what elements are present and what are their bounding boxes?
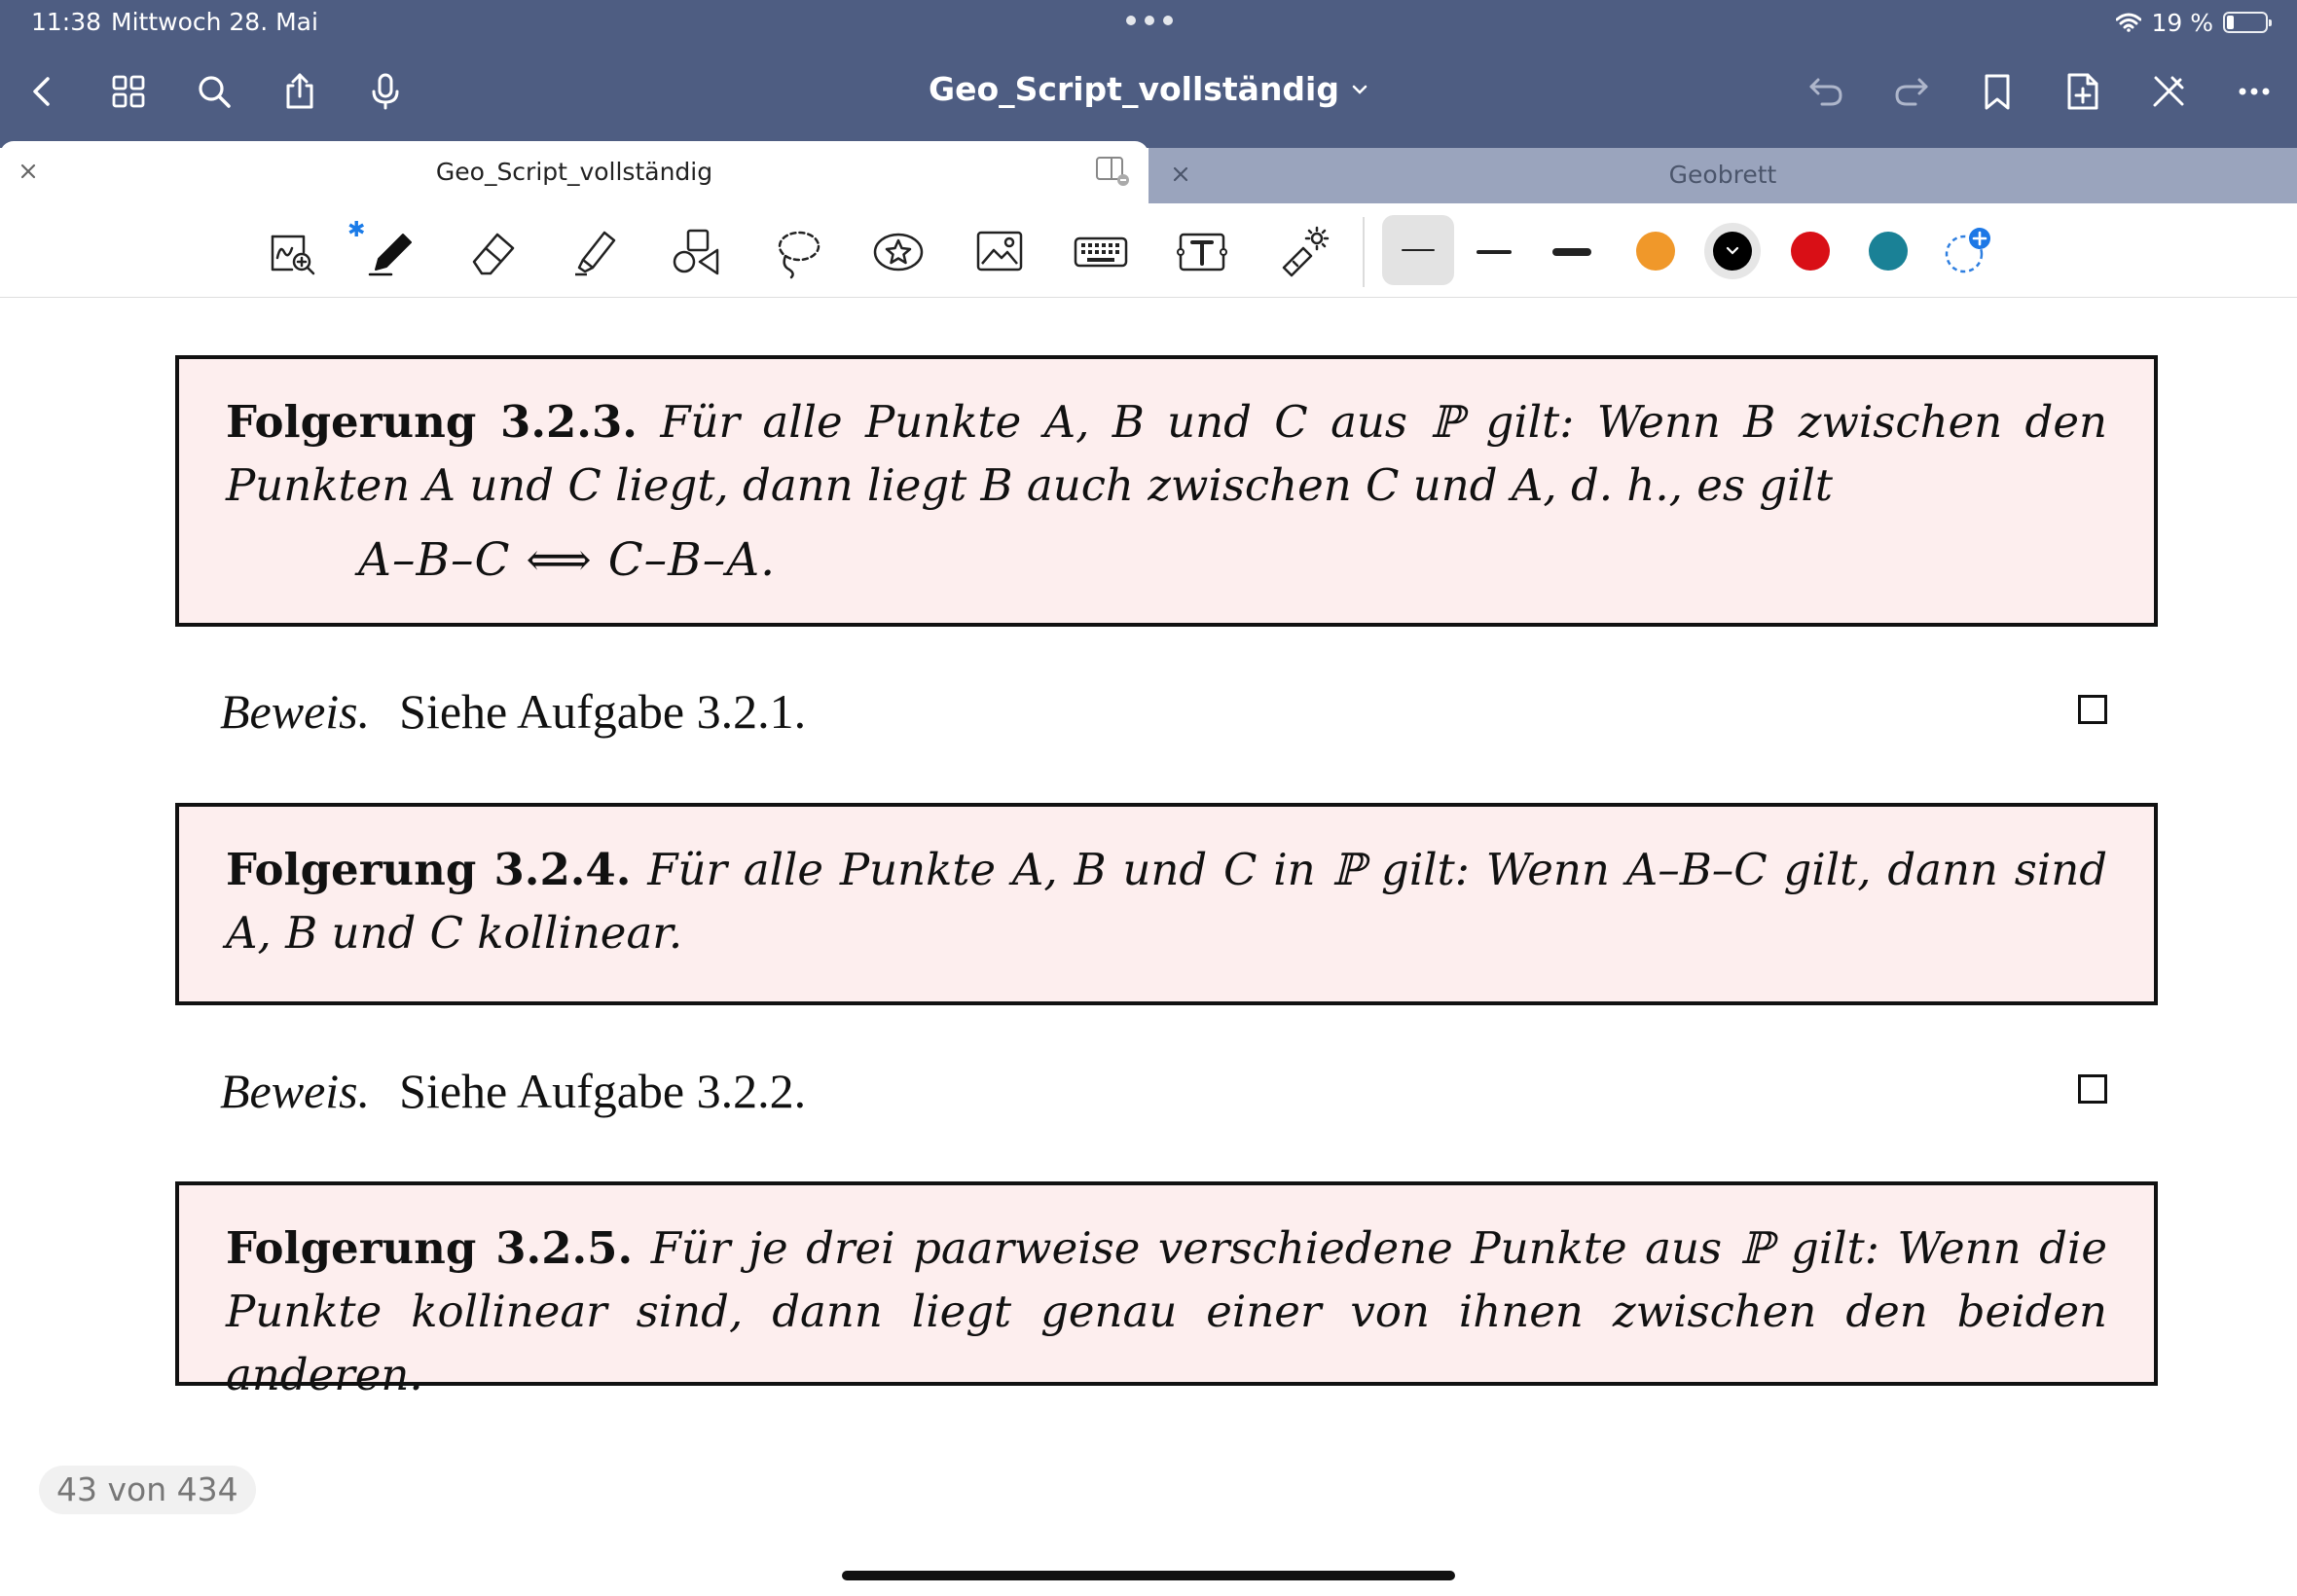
split-view-icon[interactable]	[1094, 155, 1131, 188]
tab-bar	[0, 141, 2297, 203]
theorem-text: Für alle Punkte A, B und C aus ℙ gilt: Wenn B zwischen den Punkten A und C liegt, dann liegt B auch zwischen C und A, d. h., es gilt	[226, 396, 2107, 511]
shapes-icon[interactable]	[662, 221, 730, 283]
theorem-box	[175, 355, 2158, 627]
theorem-heading: Folgerung 3.2.5.	[226, 1222, 634, 1274]
image-icon[interactable]	[966, 221, 1034, 283]
top-navigation-bar	[0, 0, 2297, 148]
pen-disable-icon[interactable]	[2143, 66, 2194, 117]
clipped-previous-line	[224, 298, 236, 318]
grid-view-icon[interactable]	[103, 66, 154, 117]
laser-pointer-icon[interactable]	[1269, 221, 1337, 283]
theorem-box	[175, 803, 2158, 1005]
text-box-icon[interactable]	[1168, 221, 1236, 283]
tab-label: Geo_Script_vollständig	[435, 158, 713, 186]
more-options-icon[interactable]	[2229, 66, 2279, 117]
chevron-down-icon	[1351, 84, 1368, 95]
theorem-text: Für alle Punkte A, B und C in ℙ gilt: Wenn A–B–C gilt, dann sind A, B und C kollinear.	[226, 844, 2108, 959]
battery-icon	[2223, 12, 2268, 33]
stroke-medium-option[interactable]	[1460, 221, 1528, 283]
battery-percentage: 19 %	[2151, 8, 2213, 37]
back-icon[interactable]	[18, 66, 68, 117]
share-icon[interactable]	[274, 66, 325, 117]
proof-line	[220, 683, 806, 740]
search-icon[interactable]	[189, 66, 239, 117]
color-teal-swatch[interactable]	[1869, 232, 1908, 271]
color-black-swatch[interactable]	[1713, 232, 1752, 271]
battery-fill	[2227, 16, 2234, 29]
document-title: Geo_Script_vollständig	[929, 70, 1339, 108]
proof-text: Siehe Aufgabe 3.2.1.	[399, 684, 807, 739]
proof-text: Siehe Aufgabe 3.2.2.	[399, 1064, 807, 1118]
color-orange-swatch[interactable]	[1636, 232, 1675, 271]
proof-label: Beweis.	[220, 1064, 371, 1118]
zoom-box-icon[interactable]	[258, 221, 326, 283]
annotation-toolbar	[0, 203, 2297, 298]
tab-geobrett[interactable]	[1148, 148, 2297, 203]
microphone-icon[interactable]	[360, 66, 411, 117]
stroke-thin-option[interactable]	[1382, 215, 1454, 285]
stroke-thick-option[interactable]	[1538, 221, 1606, 283]
page-indicator[interactable]: 43 von 434	[39, 1466, 256, 1514]
undo-icon[interactable]	[1801, 66, 1851, 117]
theorem-box	[175, 1181, 2158, 1400]
tab-label: Geobrett	[1668, 161, 1777, 189]
eraser-icon[interactable]	[459, 221, 528, 283]
status-indicators	[2116, 6, 2268, 39]
bluetooth-icon: ✱	[347, 217, 366, 241]
qed-box-icon	[2078, 1074, 2107, 1104]
highlighter-icon[interactable]	[561, 221, 629, 283]
toolbar-divider	[1363, 217, 1365, 287]
theorem-heading: Folgerung 3.2.4.	[226, 844, 632, 895]
wifi-icon	[2116, 13, 2141, 32]
home-indicator[interactable]	[842, 1571, 1455, 1580]
lasso-icon[interactable]	[763, 221, 831, 283]
chevron-down-icon	[1726, 246, 1739, 256]
theorem-heading: Folgerung 3.2.3.	[226, 396, 638, 448]
add-color-icon[interactable]	[1941, 225, 1995, 279]
color-red-swatch[interactable]	[1791, 232, 1830, 271]
tab-geo-script[interactable]	[0, 141, 1148, 203]
document-title-menu[interactable]	[929, 70, 1368, 108]
multitasking-dots-icon[interactable]	[1126, 16, 1173, 27]
keyboard-icon[interactable]	[1067, 221, 1135, 283]
redo-icon[interactable]	[1886, 66, 1937, 117]
status-date: Mittwoch 28. Mai	[111, 8, 318, 36]
proof-label: Beweis.	[220, 684, 371, 739]
add-page-icon[interactable]	[2058, 66, 2108, 117]
bookmark-icon[interactable]	[1972, 66, 2023, 117]
status-time: 11:38	[31, 8, 102, 36]
theorem-text: Für je drei paarweise verschiedene Punkte aus ℙ gilt: Wenn die Punkte kollinear sind, dann liegt genau einer von ihnen zwischen den beiden anderen.	[226, 1222, 2107, 1400]
pen-icon[interactable]	[357, 221, 425, 283]
sticker-icon[interactable]	[864, 221, 932, 283]
theorem-formula: A–B–C ⟺ C–B–A.	[358, 533, 777, 587]
qed-box-icon	[2078, 695, 2107, 724]
document-page[interactable]	[0, 298, 2297, 1596]
proof-line	[220, 1063, 806, 1119]
